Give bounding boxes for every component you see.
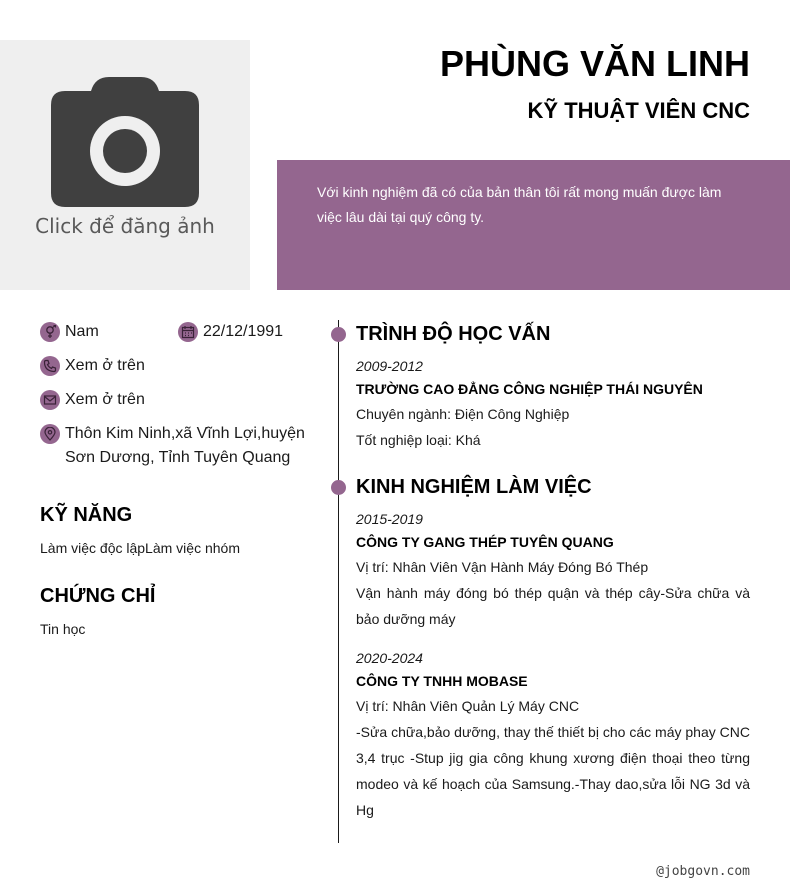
education-school: TRƯỜNG CAO ĐẲNG CÔNG NGHIỆP THÁI NGUYÊN [356, 381, 703, 397]
birthday-value: 22/12/1991 [203, 323, 284, 340]
birthday-row [178, 320, 283, 344]
certificates-heading: CHỨNG CHỈ [40, 585, 156, 607]
objective-text: Với kinh nghiệm đã có của bản thân tôi rất mong muấn được làm việc lâu dài tại quý công ty. [317, 184, 722, 225]
phone-value: Xem ở trên [65, 357, 145, 374]
education-dot [331, 327, 346, 342]
phone-row [40, 354, 145, 378]
job-title: KỸ THUẬT VIÊN CNC [527, 98, 750, 123]
experience-heading: KINH NGHIỆM LÀM VIỆC [356, 476, 592, 498]
address-value: Thôn Kim Ninh,xã Vĩnh Lợi,huyện Sơn Dương, Tỉnh Tuyên Quang [65, 425, 305, 466]
phone-icon [40, 356, 60, 376]
job-description: -Sửa chữa,bảo dưỡng, thay thế thiết bị cho các máy phay CNC 3,4 trục -Stup jig gia công khung xương điện thoại theo từng modeo và kế hoạch của Samsung.-Thay dao,sửa lỗi NG 3d và Hg [356, 724, 750, 818]
email-icon [40, 390, 60, 410]
skills-heading: KỸ NĂNG [40, 504, 133, 526]
objective-box [277, 160, 790, 290]
location-icon [40, 424, 60, 444]
calendar-icon [178, 322, 198, 342]
photo-upload-caption[interactable]: Click để đăng ảnh [35, 214, 215, 238]
education-major: Chuyên ngành: Điện Công Nghiệp [356, 406, 570, 422]
education-date: 2009-2012 [356, 358, 423, 374]
job-date: 2015-2019 [356, 511, 423, 527]
experience-dot [331, 480, 346, 495]
gender-row [40, 320, 99, 344]
gender-icon [40, 322, 60, 342]
job-position: Vị trí: Nhân Viên Vận Hành Máy Đóng Bó Thép [356, 559, 649, 575]
job-description: Vận hành máy đóng bó thép quận và thép cây-Sửa chữa và bảo dưỡng máy [356, 585, 750, 627]
certificates-text: Tin học [40, 621, 86, 637]
candidate-name: PHÙNG VĂN LINH [439, 43, 750, 84]
email-value: Xem ở trên [65, 391, 145, 408]
education-heading: TRÌNH ĐỘ HỌC VẤN [356, 323, 551, 345]
education-grade: Tốt nghiệp loại: Khá [356, 432, 481, 448]
gender-value: Nam [65, 323, 99, 340]
address-row [40, 422, 310, 470]
skills-text: Làm việc độc lậpLàm việc nhóm [40, 540, 240, 556]
job-company: CÔNG TY GANG THÉP TUYÊN QUANG [356, 534, 614, 550]
watermark: @jobgovn.com [656, 864, 750, 879]
job-date: 2020-2024 [356, 650, 423, 666]
camera-icon [51, 77, 199, 207]
email-row [40, 388, 145, 412]
timeline-line [338, 320, 339, 843]
photo-upload-area[interactable] [0, 40, 250, 290]
job-company: CÔNG TY TNHH MOBASE [356, 673, 528, 689]
job-position: Vị trí: Nhân Viên Quản Lý Máy CNC [356, 698, 580, 714]
